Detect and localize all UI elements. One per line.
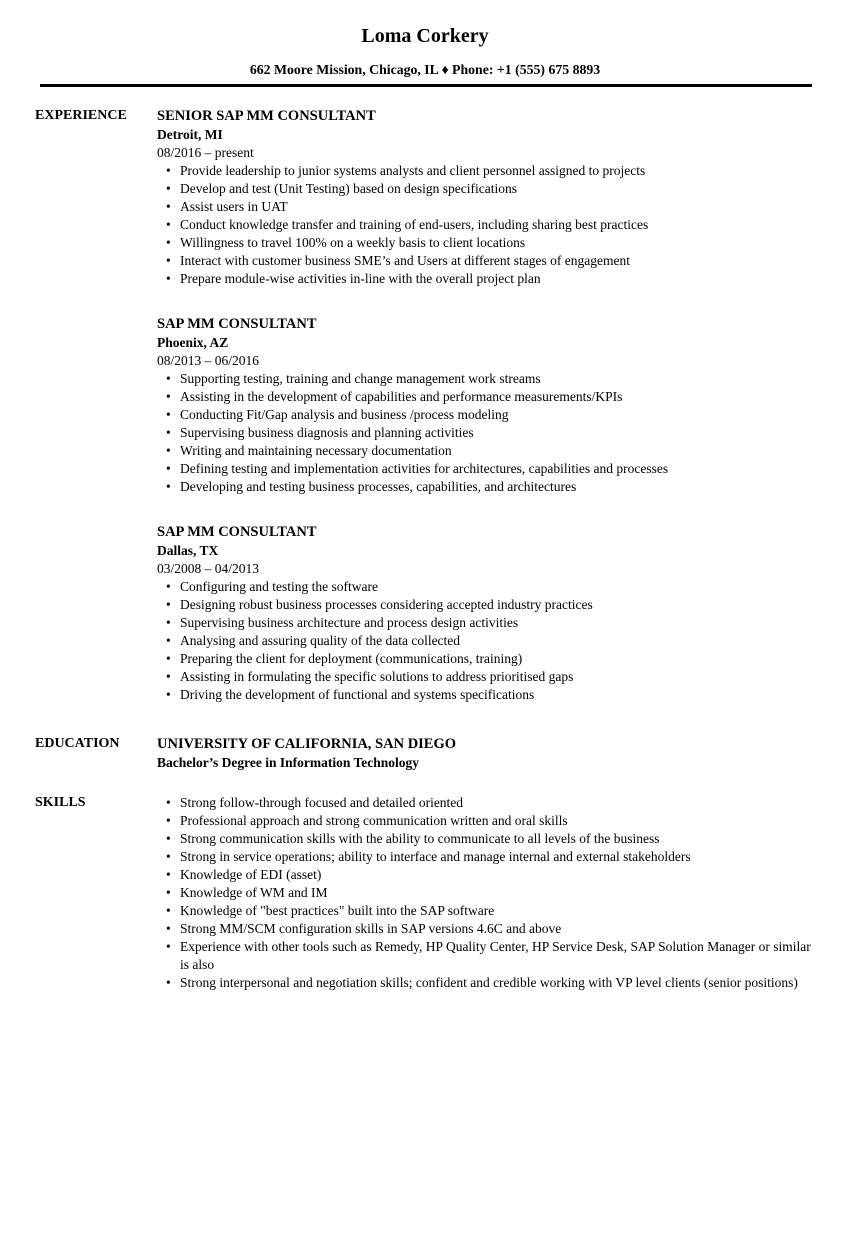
section-label-skills: SKILLS bbox=[35, 795, 86, 810]
resume-header bbox=[35, 24, 815, 87]
education-content bbox=[157, 735, 815, 772]
job-location: Detroit, MI bbox=[157, 127, 223, 142]
bullet-item: • Strong MM/SCM configuration skills in SAP versions 4.6C and above bbox=[157, 920, 815, 938]
bullet-item: • Assisting in the development of capabilities and performance measurements/KPIs bbox=[157, 388, 815, 406]
bullet-item: • Strong interpersonal and negotiation skills; confident and credible working with VP level clients (senior positions) bbox=[157, 974, 815, 992]
job-location: Phoenix, AZ bbox=[157, 335, 229, 350]
section-label-education: EDUCATION bbox=[35, 736, 120, 751]
bullet-item: • Defining testing and implementation activities for architectures, capabilities and processes bbox=[157, 460, 815, 478]
section-label-experience: EXPERIENCE bbox=[35, 108, 127, 123]
job-entry-2 bbox=[157, 315, 815, 496]
job-entry-1 bbox=[157, 107, 815, 288]
bullet-item: • Prepare module-wise activities in-line with the overall project plan bbox=[157, 270, 815, 288]
bullet-item: • Strong communication skills with the ability to communicate to all levels of the business bbox=[157, 830, 815, 848]
bullet-item: • Professional approach and strong communication written and oral skills bbox=[157, 812, 815, 830]
skills-content bbox=[157, 794, 815, 992]
job-bullet-list bbox=[157, 162, 815, 288]
contact-line: 662 Moore Mission, Chicago, IL ♦ Phone: +1 (555) 675 8893 bbox=[249, 62, 601, 77]
bullet-item: • Designing robust business processes considering accepted industry practices bbox=[157, 596, 815, 614]
bullet-item: • Strong in service operations; ability to interface and manage internal and external stakeholders bbox=[157, 848, 815, 866]
job-dates: 08/2013 – 06/2016 bbox=[157, 353, 260, 368]
bullet-item: • Conduct knowledge transfer and training of end-users, including sharing best practices bbox=[157, 216, 815, 234]
bullet-item: • Provide leadership to junior systems analysts and client personnel assigned to projects bbox=[157, 162, 815, 180]
skills-bullet-list bbox=[157, 794, 815, 992]
header-divider bbox=[40, 84, 812, 87]
bullet-item: • Knowledge of WM and IM bbox=[157, 884, 815, 902]
job-title: SAP MM CONSULTANT bbox=[157, 524, 317, 540]
bullet-item: • Experience with other tools such as Remedy, HP Quality Center, HP Service Desk, SAP Solution Manager or similar is also bbox=[157, 938, 815, 974]
job-dates: 08/2016 – present bbox=[157, 145, 254, 160]
bullet-item: • Writing and maintaining necessary documentation bbox=[157, 442, 815, 460]
bullet-item: • Developing and testing business processes, capabilities, and architectures bbox=[157, 478, 815, 496]
bullet-item: • Willingness to travel 100% on a weekly basis to client locations bbox=[157, 234, 815, 252]
bullet-item: • Preparing the client for deployment (communications, training) bbox=[157, 650, 815, 668]
job-title: SAP MM CONSULTANT bbox=[157, 316, 317, 332]
section-skills bbox=[35, 794, 815, 992]
bullet-item: • Assist users in UAT bbox=[157, 198, 815, 216]
bullet-item: • Conducting Fit/Gap analysis and business /process modeling bbox=[157, 406, 815, 424]
job-bullet-list bbox=[157, 370, 815, 496]
experience-content bbox=[157, 107, 815, 704]
bullet-item: • Strong follow-through focused and detailed oriented bbox=[157, 794, 815, 812]
bullet-item: • Knowledge of "best practices" built into the SAP software bbox=[157, 902, 815, 920]
degree-name: Bachelor’s Degree in Information Technology bbox=[157, 755, 419, 770]
job-dates: 03/2008 – 04/2013 bbox=[157, 561, 260, 576]
bullet-item: • Driving the development of functional and systems specifications bbox=[157, 686, 815, 704]
bullet-item: • Develop and test (Unit Testing) based on design specifications bbox=[157, 180, 815, 198]
bullet-item: • Analysing and assuring quality of the data collected bbox=[157, 632, 815, 650]
bullet-item: • Knowledge of EDI (asset) bbox=[157, 866, 815, 884]
job-bullet-list bbox=[157, 578, 815, 704]
job-location: Dallas, TX bbox=[157, 543, 219, 558]
section-education bbox=[35, 735, 815, 772]
bullet-item: • Supporting testing, training and change management work streams bbox=[157, 370, 815, 388]
bullet-item: • Interact with customer business SME’s and Users at different stages of engagement bbox=[157, 252, 815, 270]
bullet-item: • Assisting in formulating the specific solutions to address prioritised gaps bbox=[157, 668, 815, 686]
job-title: SENIOR SAP MM CONSULTANT bbox=[157, 108, 376, 124]
section-experience bbox=[35, 107, 815, 704]
bullet-item: • Configuring and testing the software bbox=[157, 578, 815, 596]
job-entry-3 bbox=[157, 523, 815, 704]
bullet-item: • Supervising business architecture and process design activities bbox=[157, 614, 815, 632]
bullet-item: • Supervising business diagnosis and planning activities bbox=[157, 424, 815, 442]
school-name: UNIVERSITY OF CALIFORNIA, SAN DIEGO bbox=[157, 736, 457, 752]
candidate-name: Loma Corkery bbox=[361, 25, 489, 47]
